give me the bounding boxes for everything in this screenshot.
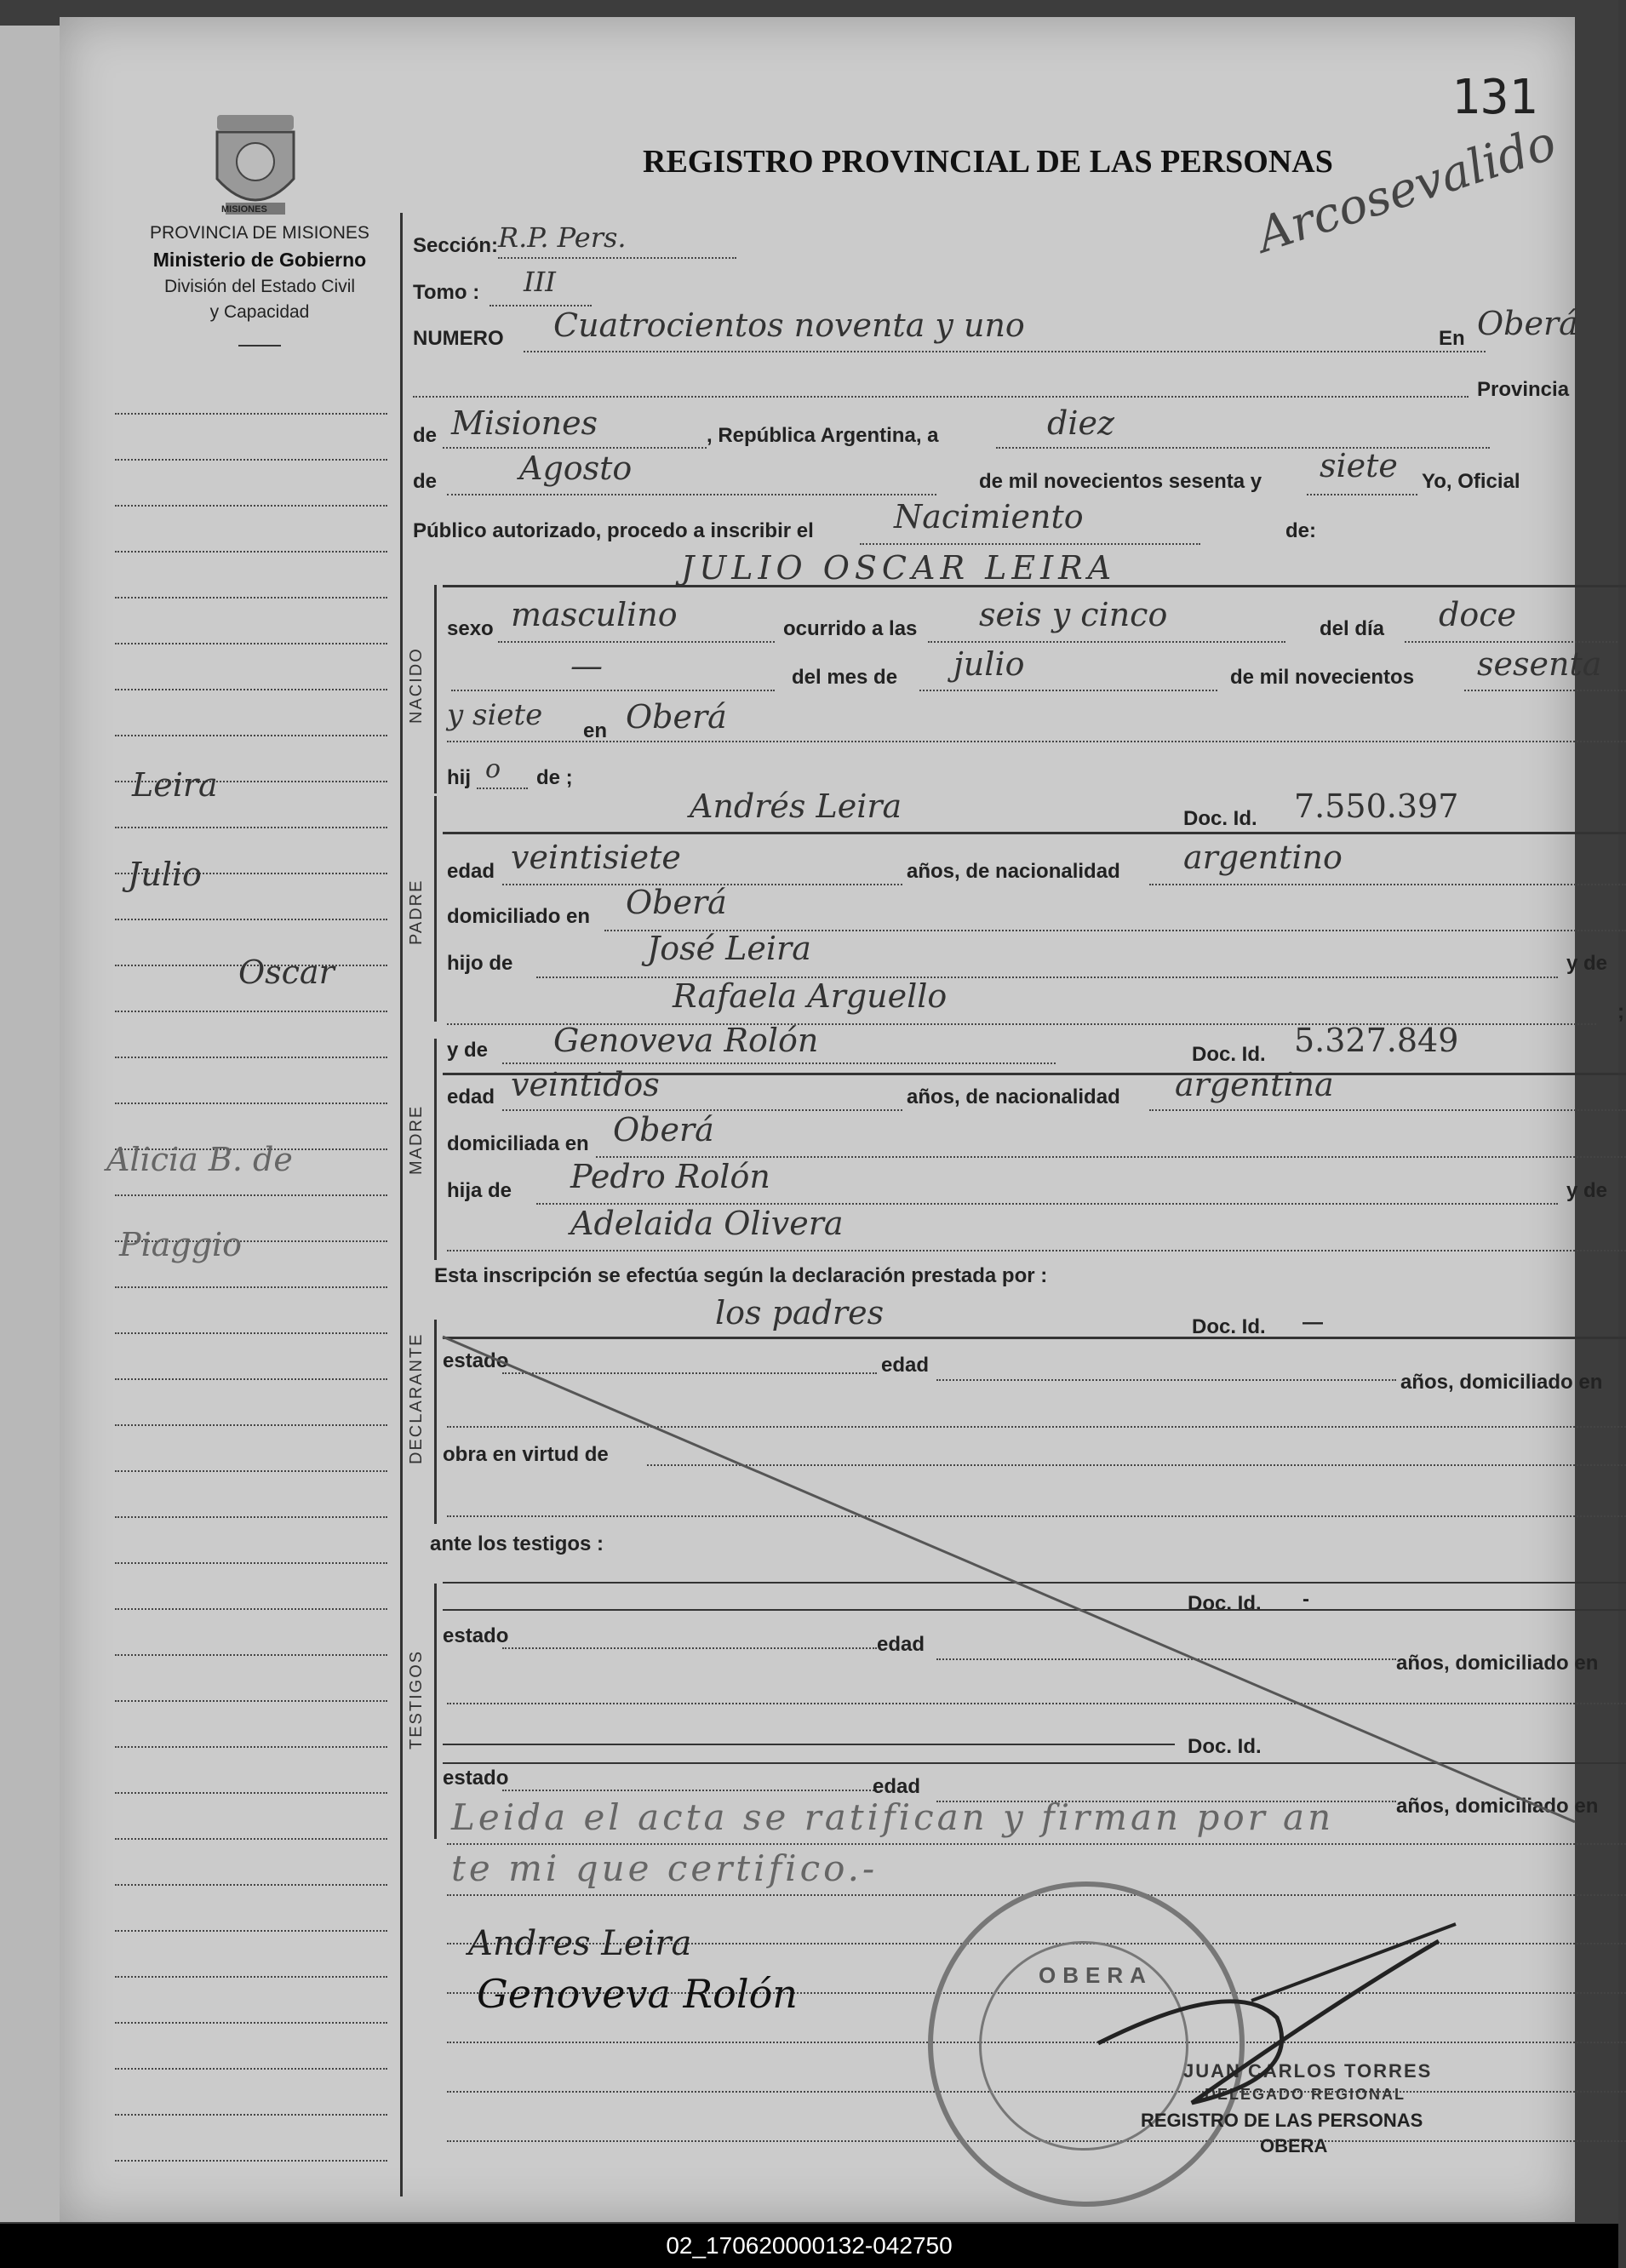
publico-label: Público autorizado, procedo a inscribir el	[413, 519, 814, 542]
madre-edad-label: edad	[447, 1085, 495, 1108]
sexo-label: sexo	[447, 617, 494, 640]
hij-value: o	[485, 754, 501, 784]
padre-doc-value: 7.550.397	[1294, 788, 1459, 825]
declarante-section-label: DECLARANTE	[407, 1332, 426, 1464]
en-nacido-label: en	[583, 719, 608, 742]
madre-domicilio-value: Oberá	[613, 1111, 714, 1148]
declarante-name-value: los padres	[715, 1294, 885, 1332]
de-colon-label: de:	[1285, 519, 1316, 542]
madre-madre-value: Adelaida Olivera	[570, 1205, 844, 1242]
margin-note-line-1: Alicia B. de	[106, 1141, 293, 1178]
de-hij-label: de ;	[536, 766, 573, 789]
madre-section-label: MADRE	[407, 1104, 426, 1175]
province-label: PROVINCIA DE MISIONES	[150, 223, 369, 243]
anio-value: sesenta	[1477, 645, 1602, 683]
testigos-estado-label-1: estado	[443, 1624, 509, 1647]
day-value: diez	[1047, 404, 1114, 442]
official-name: JUAN CARLOS TORRES	[1183, 2060, 1433, 2082]
madre-anos-label: años, de nacionalidad	[907, 1085, 1120, 1108]
declarante-doc-value: —	[1303, 1311, 1323, 1334]
padre-semicolon: ;	[1617, 1000, 1624, 1023]
testigos-doc-label-1: Doc. Id.	[1188, 1592, 1262, 1615]
padre-nacionalidad-value: argentino	[1183, 839, 1343, 876]
anio-cont-value: y siete	[447, 698, 543, 732]
testigos-estado-label-2: estado	[443, 1767, 509, 1790]
declarante-anos-label: años, domiciliado en	[1400, 1371, 1603, 1394]
testigos-doc-value-1: -	[1303, 1588, 1309, 1611]
testigos-edad-label-2: edad	[873, 1775, 921, 1798]
del-dia-label: del día	[1320, 617, 1385, 640]
emblem-ribbon-text: MISIONES	[221, 204, 267, 215]
lugar-value: Oberá	[626, 698, 727, 736]
tomo-label: Tomo :	[413, 281, 480, 304]
del-mes-label: del mes de	[792, 666, 898, 689]
signature-father: Andres Leira	[468, 1924, 692, 1963]
padre-doc-label: Doc. Id.	[1183, 807, 1257, 830]
numero-label: NUMERO	[413, 327, 504, 350]
tomo-value: III	[524, 266, 556, 298]
sexo-value: masculino	[511, 596, 678, 633]
madre-hija-de-label: hija de	[447, 1179, 512, 1202]
footer-caption: 02_170620000132-042750	[0, 2224, 1618, 2268]
declarante-intro-label: Esta inscripción se efectúa según la declaración prestada por :	[434, 1264, 1048, 1287]
birth-certificate-sheet	[60, 17, 1624, 2222]
madre-nacionalidad-value: argentina	[1175, 1066, 1334, 1103]
mil-nacido-label: de mil novecientos	[1230, 666, 1415, 689]
ministry-label: Ministerio de Gobierno	[152, 249, 367, 271]
mil-label: de mil novecientos sesenta y	[979, 470, 1262, 493]
page-number: 131	[1451, 70, 1538, 125]
madre-domicilio-label: domiciliada en	[447, 1132, 589, 1155]
padre-y-de-label: y de	[1566, 952, 1608, 975]
year-value: siete	[1320, 447, 1398, 484]
padre-domicilio-value: Oberá	[626, 884, 727, 921]
strike-lines	[60, 17, 1575, 2222]
seccion-label: Sección:	[413, 234, 499, 257]
en-label: En	[1439, 327, 1465, 350]
division-line-1: División del Estado Civil	[163, 277, 356, 296]
madre-doc-label: Doc. Id.	[1192, 1043, 1266, 1066]
nacido-name-value: JULIO OSCAR LEIRA	[681, 549, 1117, 587]
month-value: Agosto	[519, 450, 633, 487]
madre-y-de-label: y de	[447, 1039, 489, 1062]
margin-surname: Leira	[132, 766, 218, 804]
provincia-label: Provincia	[1477, 378, 1570, 401]
closing-line-1: Leida el acta se ratifican y firman por an	[451, 1796, 1335, 1838]
official-role: DELEGADO REGIONAL	[1205, 2086, 1406, 2103]
testigos-section-label: TESTIGOS	[407, 1649, 426, 1750]
seal-top-text: OBERA	[1039, 1962, 1153, 1988]
padre-madre-value: Rafaela Arguello	[673, 977, 948, 1015]
signature-mother: Genoveva Rolón	[477, 1971, 798, 2017]
declarante-obra-label: obra en virtud de	[443, 1443, 609, 1466]
declarante-estado-label: estado	[443, 1349, 509, 1372]
madre-name-value: Genoveva Rolón	[553, 1022, 819, 1059]
padre-section-label: PADRE	[407, 879, 426, 945]
testigos-anos-label-1: años, domiciliado en	[1396, 1652, 1599, 1675]
padre-domicilio-label: domiciliado en	[447, 905, 591, 928]
mes-value: julio	[953, 645, 1025, 683]
padre-edad-label: edad	[447, 860, 495, 883]
padre-edad-value: veintisiete	[511, 839, 681, 876]
ocurrido-label: ocurrido a las	[783, 617, 918, 640]
margin-second-name: Oscar	[238, 954, 335, 991]
nacido-dash: —	[570, 647, 603, 684]
province-value: Misiones	[451, 404, 598, 442]
madre-edad-value: veintidos	[511, 1066, 660, 1103]
testigos-edad-label-1: edad	[877, 1633, 925, 1656]
margin-first-name: Julio	[128, 856, 202, 893]
testigos-anos-label-2: años, domiciliado en	[1396, 1795, 1599, 1818]
padre-anos-label: años, de nacionalidad	[907, 860, 1120, 883]
de-label-2: de	[413, 470, 438, 493]
division-line-2: y Capacidad	[209, 302, 310, 322]
numero-value: Cuatrocientos noventa y uno	[553, 306, 1025, 344]
document-title: REGISTRO PROVINCIAL DE LAS PERSONAS	[643, 144, 1333, 180]
madre-padre-value: Pedro Rolón	[570, 1158, 770, 1195]
republica-label: , República Argentina, a	[707, 424, 939, 447]
declarante-edad-label: edad	[881, 1354, 930, 1377]
testigos-doc-label-2: Doc. Id.	[1188, 1735, 1262, 1758]
de-label: de	[413, 424, 438, 447]
declarante-doc-label: Doc. Id.	[1192, 1315, 1266, 1338]
nacido-section-label: NACIDO	[407, 647, 426, 724]
yo-label: Yo, Oficial	[1422, 470, 1520, 493]
acto-value: Nacimiento	[894, 498, 1084, 536]
padre-padre-value: José Leira	[647, 930, 811, 967]
official-place: OBERA	[1260, 2135, 1328, 2156]
madre-y-de-label-2: y de	[1566, 1179, 1608, 1202]
top-signature: Arcosevalido	[1250, 115, 1563, 264]
testigos-intro-label: ante los testigos :	[430, 1532, 604, 1555]
padre-hijo-de-label: hijo de	[447, 952, 513, 975]
adjacent-page-edge	[0, 26, 60, 2222]
en-value: Oberá	[1477, 305, 1578, 342]
closing-line-2: te mi que certifico.-	[451, 1847, 879, 1889]
padre-name-value: Andrés Leira	[690, 788, 902, 825]
madre-doc-value: 5.327.849	[1294, 1022, 1459, 1059]
seccion-value: R.P. Pers.	[498, 221, 627, 254]
hora-value: seis y cinco	[979, 596, 1168, 633]
hij-label: hij	[447, 766, 471, 789]
official-registry: REGISTRO DE LAS PERSONAS	[1141, 2110, 1423, 2131]
dia-value: doce	[1439, 596, 1516, 633]
margin-note-line-2: Piaggio	[119, 1226, 243, 1263]
